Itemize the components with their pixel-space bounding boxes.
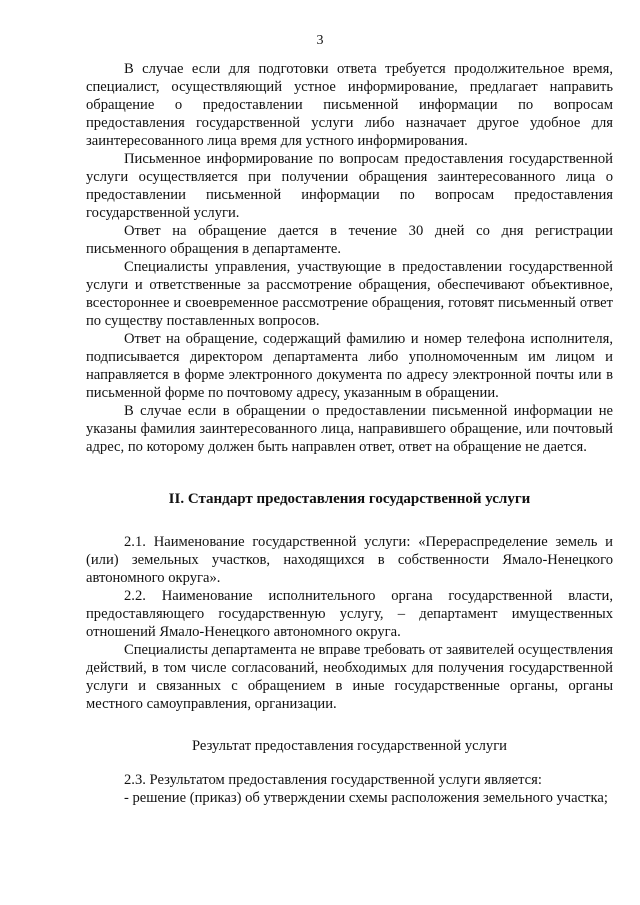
subsection-heading: Результат предоставления государственной услуги — [192, 738, 507, 754]
paragraph: 2.1. Наименование государственной услуги: «Перераспределение земель и (или) земельных участков, находящихся в собственности Ямало-Ненецкого автономного округа». — [86, 534, 613, 586]
paragraph: 2.3. Результатом предоставления государственной услуги является: — [124, 772, 542, 788]
paragraph: 2.2. Наименование исполнительного органа государственной власти, предоставляющего государственную услугу, – департамент имущественных отношений Ямало-Ненецкого автономного округа. — [86, 588, 613, 640]
page-number: 3 — [316, 33, 324, 48]
paragraph: Ответ на обращение дается в течение 30 дней со дня регистрации письменного обращения в департаменте. — [86, 223, 613, 257]
paragraph: Специалисты управления, участвующие в предоставлении государственной услуги и ответственные за рассмотрение обращения, обеспечивают объективное, всестороннее и своевременное рассмотрение обращения, готовят письменный ответ по существу поставленных вопросов. — [86, 259, 613, 329]
section-heading: II. Стандарт предоставления государственной услуги — [168, 491, 531, 507]
paragraph: В случае если для подготовки ответа требуется продолжительное время, специалист, осуществляющий устное информирование, предлагает направить обращение о предоставлении письменной информации по вопросам предоставления государственной услуги либо назначает другое удобное для заинтересованного лица время для устного информирования. — [86, 61, 613, 149]
paragraph: Письменное информирование по вопросам предоставления государственной услуги осуществляется при получении обращения заинтересованного лица о предоставлении письменной информации по вопросам предоставления государственной услуги. — [86, 151, 613, 221]
paragraph: Специалисты департамента не вправе требовать от заявителей осуществления действий, в том числе согласований, необходимых для получения государственной услуги и связанных с обращением в иные государственные органы, органы местного самоуправления, организации. — [86, 642, 613, 712]
paragraph: В случае если в обращении о предоставлении письменной информации не указаны фамилия заинтересованного лица, направившего обращение, или почтовый адрес, по которому должен быть направлен ответ, ответ на обращение не дается. — [86, 403, 613, 455]
paragraph: Ответ на обращение, содержащий фамилию и номер телефона исполнителя, подписывается директором департамента либо уполномоченным им лицом и направляется в форме электронного документа по адресу электронной почты или в письменной форме по почтовому адресу, указанным в обращении. — [86, 331, 613, 401]
list-item: - решение (приказ) об утверждении схемы расположения земельного участка; — [124, 790, 608, 806]
document-body — [86, 60, 613, 807]
